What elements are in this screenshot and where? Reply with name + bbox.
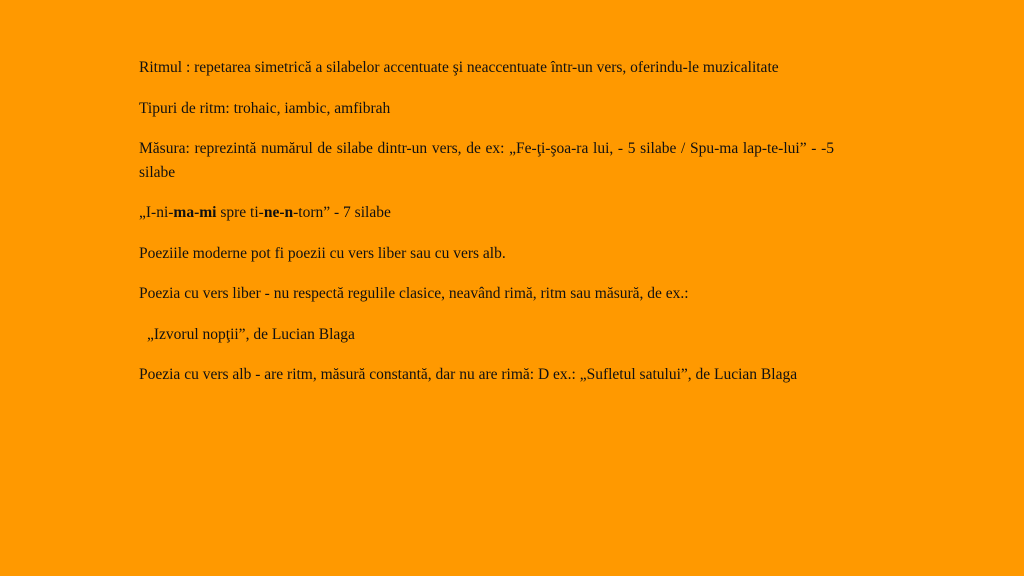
example-part-5: -torn” - 7 silabe [293, 204, 391, 221]
slide-content [139, 56, 834, 404]
example-bold-2: ne-n [263, 204, 294, 221]
free-verse-example: „Izvorul nopţii”, de Lucian Blaga [147, 325, 355, 343]
measure-example [139, 201, 834, 225]
example-part-3: spre ti- [216, 204, 264, 221]
rhythm-definition: Ritmul : repetarea simetrică a silabelor accentuate şi neaccentuate într-un vers, oferindu-le muzicalitate [139, 59, 779, 76]
rhythm-types: Tipuri de ritm: trohaic, iambic, amfibrah [139, 99, 391, 117]
modern-poetry-statement: Poeziile moderne pot fi poezii cu vers liber sau cu vers alb. [139, 244, 506, 262]
example-part-1: „I-ni- [139, 204, 174, 221]
measure-definition: Măsura: reprezintă numărul de silabe dintr-un vers, de ex: „Fe-ţi-şoa-ra lui, - 5 silabe / Spu-ma lap-te-lui” - -5 silabe [139, 140, 834, 181]
free-verse-definition: Poezia cu vers liber - nu respectă regulile clasice, neavând rimă, ritm sau măsură, de ex.: [139, 285, 689, 302]
blank-verse-definition: Poezia cu vers alb - are ritm, măsură constantă, dar nu are rimă: D ex.: „Sufletul satului”, de Lucian Blaga [139, 366, 798, 383]
example-bold-1: ma-mi [173, 204, 217, 221]
